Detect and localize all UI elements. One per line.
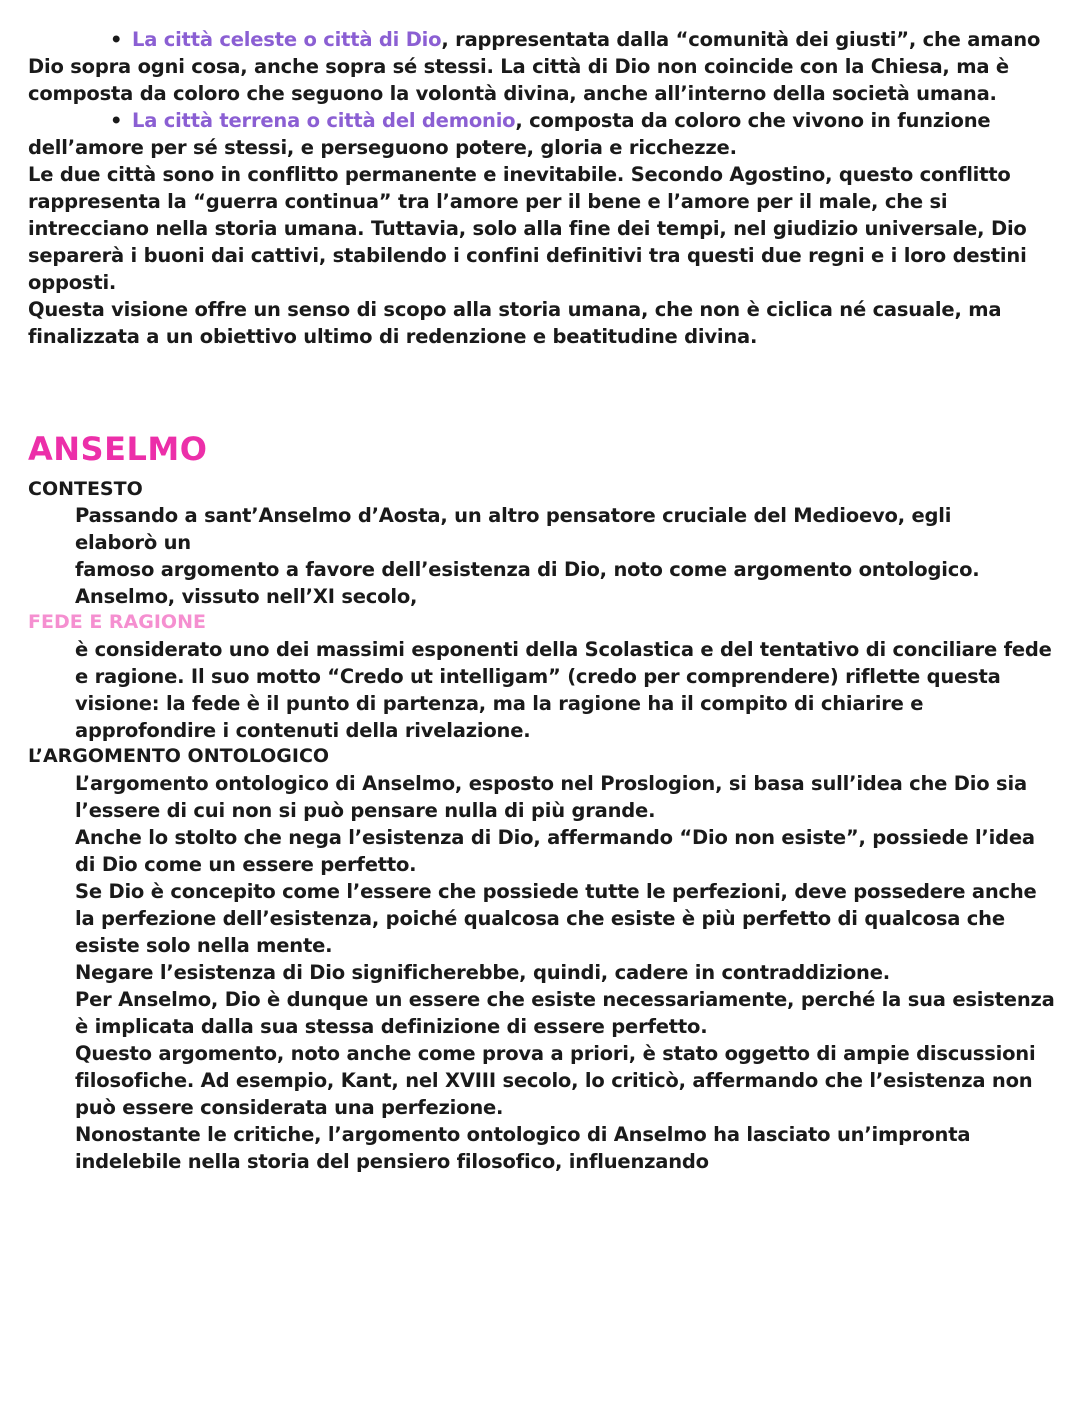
contesto-line: Passando a sant’Anselmo d’Aosta, un altro pensatore cruciale del Medioevo, egli — [75, 504, 952, 527]
label-argomento-ontologico: L’ARGOMENTO ONTOLOGICO — [28, 745, 330, 767]
bullet-dot-icon: • — [110, 109, 123, 132]
argomento-paragraph: L’argomento ontologico di Anselmo, esposto nel Proslogion, si basa sull’idea che Dio sia l’essere di cui non si può pensare nulla di più grande. — [75, 772, 1027, 822]
citta-terrena-text: , composta da coloro che vivono in funzione dell’amore per sé stessi, e perseguono potere, gloria e ricchezze. — [28, 109, 991, 159]
contesto-line: Anselmo, vissuto nell’XI secolo, — [75, 585, 418, 608]
paragraph-conflitto: Le due città sono in conflitto permanente e inevitabile. Secondo Agostino, questo conflitto rappresenta la “guerra continua” tra l’amore per il bene e l’amore per il male, che si intrecciano nella storia umana. Tuttavia, solo alla fine dei tempi, nel giudizio universale, Dio separerà i buoni dai cattivi, stabilendo i confini definitivi tra questi due regni e i loro destini opposti. — [28, 163, 1027, 294]
label-fede-ragione: FEDE E RAGIONE — [28, 611, 206, 633]
citta-celeste-highlight: La città celeste o città di Dio — [132, 28, 442, 51]
paragraph-visione: Questa visione offre un senso di scopo alla storia umana, che non è ciclica né casuale, ma finalizzata a un obiettivo ultimo di redenzione e beatitudine divina. — [28, 298, 1002, 348]
argomento-paragraph: Negare l’esistenza di Dio significherebbe, quindi, cadere in contraddizione. — [75, 961, 890, 984]
argomento-paragraph: Anche lo stolto che nega l’esistenza di Dio, affermando “Dio non esiste”, possiede l’idea di Dio come un essere perfetto. — [75, 826, 1035, 876]
argomento-paragraph: Questo argomento, noto anche come prova a priori, è stato oggetto di ampie discussioni filosofiche. Ad esempio, Kant, nel XVIII secolo, lo criticò, affermando che l’esistenza non può essere considerata una perfezione. — [75, 1042, 1036, 1119]
argomento-block — [75, 770, 1060, 1175]
fede-ragione-text: è considerato uno dei massimi esponenti della Scolastica e del tentativo di conciliare fede e ragione. Il suo motto “Credo ut intelligam” (credo per comprendere) riflette questa visione: la fede è il punto di partenza, ma la ragione ha il compito di chiarire e approfondire i contenuti della rivelazione. — [75, 638, 1052, 742]
contesto-block — [75, 502, 1060, 610]
intro-section — [28, 26, 1058, 350]
contesto-line: famoso argomento a favore dell’esistenza di Dio, noto come argomento ontologico. — [75, 558, 980, 581]
argomento-paragraph: Per Anselmo, Dio è dunque un essere che esiste necessariamente, perché la sua esistenza è implicata dalla sua stessa definizione di essere perfetto. — [75, 988, 1055, 1038]
argomento-paragraph: Se Dio è concepito come l’essere che possiede tutte le perfezioni, deve possedere anche la perfezione dell’esistenza, poiché qualcosa che esiste è più perfetto di qualcosa che esiste solo nella mente. — [75, 880, 1037, 957]
bullet-dot-icon: • — [110, 28, 123, 51]
citta-terrena-highlight: La città terrena o città del demonio — [132, 109, 516, 132]
bullet-citta-celeste — [28, 26, 1058, 107]
citta-celeste-text: , rappresentata dalla “comunità dei giusti”, che amano Dio sopra ogni cosa, anche sopra sé stessi. La città di Dio non coincide con la Chiesa, ma è composta da coloro che seguono la volontà divina, anche all’interno della società umana. — [28, 28, 1041, 105]
bullet-citta-terrena — [28, 107, 1058, 161]
argomento-paragraph: Nonostante le critiche, l’argomento ontologico di Anselmo ha lasciato un’impronta indelebile nella storia del pensiero filosofico, influenzando — [75, 1123, 971, 1173]
label-contesto: CONTESTO — [28, 478, 143, 500]
contesto-line: elaborò un — [75, 531, 191, 554]
section-heading-anselmo: ANSELMO — [28, 430, 208, 468]
